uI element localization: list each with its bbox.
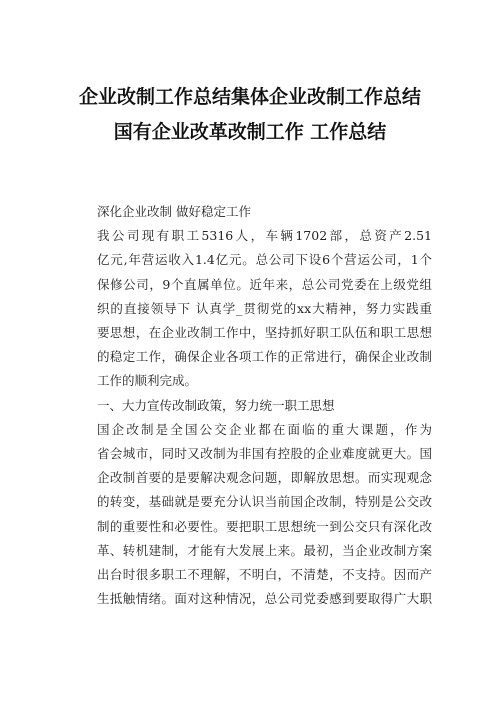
paragraph-line: 的转变，基础就是要充分认识当前国企改制，特别是公交改 xyxy=(97,494,432,510)
paragraph-2 xyxy=(72,418,432,612)
paragraph-line: 要思想，在企业改制工作中，坚持抓好职工队伍和职工思想 xyxy=(97,325,432,341)
paragraph-line: 革、转机建制，才能有大发展上来。最初，当企业改制方案 xyxy=(97,542,432,558)
document-body xyxy=(72,200,432,611)
paragraph-1 xyxy=(72,224,432,393)
paragraph-line: 生抵触情绪。面对这种情况，总公司党委感到要取得广大职 xyxy=(97,591,432,607)
subtitle: 深化企业改制 做好稳定工作 xyxy=(97,204,251,219)
paragraph-line: 企改制首要的是要解决观念问题，即解放思想。而实现观念 xyxy=(97,470,432,486)
paragraph-line: 出台时很多职工不理解，不明白，不清楚，不支持。因而产 xyxy=(97,567,432,583)
paragraph-line: 的稳定工作，确保企业各项工作的正常进行，确保企业改制 xyxy=(97,349,432,365)
paragraph-line: 工作的顺利完成。 xyxy=(97,373,198,389)
paragraph-line: 织的直接领导下 认真学_贯彻党的xx大精神，努力实践重 xyxy=(97,300,432,316)
document-title-line-1: 企业改制工作总结集体企业改制工作总结 xyxy=(78,86,421,108)
paragraph-line: 制的重要性和必要性。要把职工思想统一到公交只有深化改 xyxy=(97,518,432,534)
paragraph-line: 亿元,年营运收入1.4亿元。总公司下设6个营运公司，1个 xyxy=(97,252,432,268)
paragraph-line: 国企改制是全国公交企业都在面临的重大课题，作为 xyxy=(97,421,432,437)
document-title-line-2: 国有企业改革改制工作 工作总结 xyxy=(113,121,387,143)
paragraph-line: 保修公司，9个直属单位。近年来，总公司党委在上级党组 xyxy=(97,276,432,292)
section-1-heading: 一、大力宣传改制政策，努力统一职工思想 xyxy=(97,397,335,413)
paragraph-line: 省会城市，同时又改制为非国有控股的企业难度就更大。国 xyxy=(97,446,432,462)
paragraph-line: 我公司现有职工5316人，车辆1702部，总资产2.51 xyxy=(97,228,432,244)
